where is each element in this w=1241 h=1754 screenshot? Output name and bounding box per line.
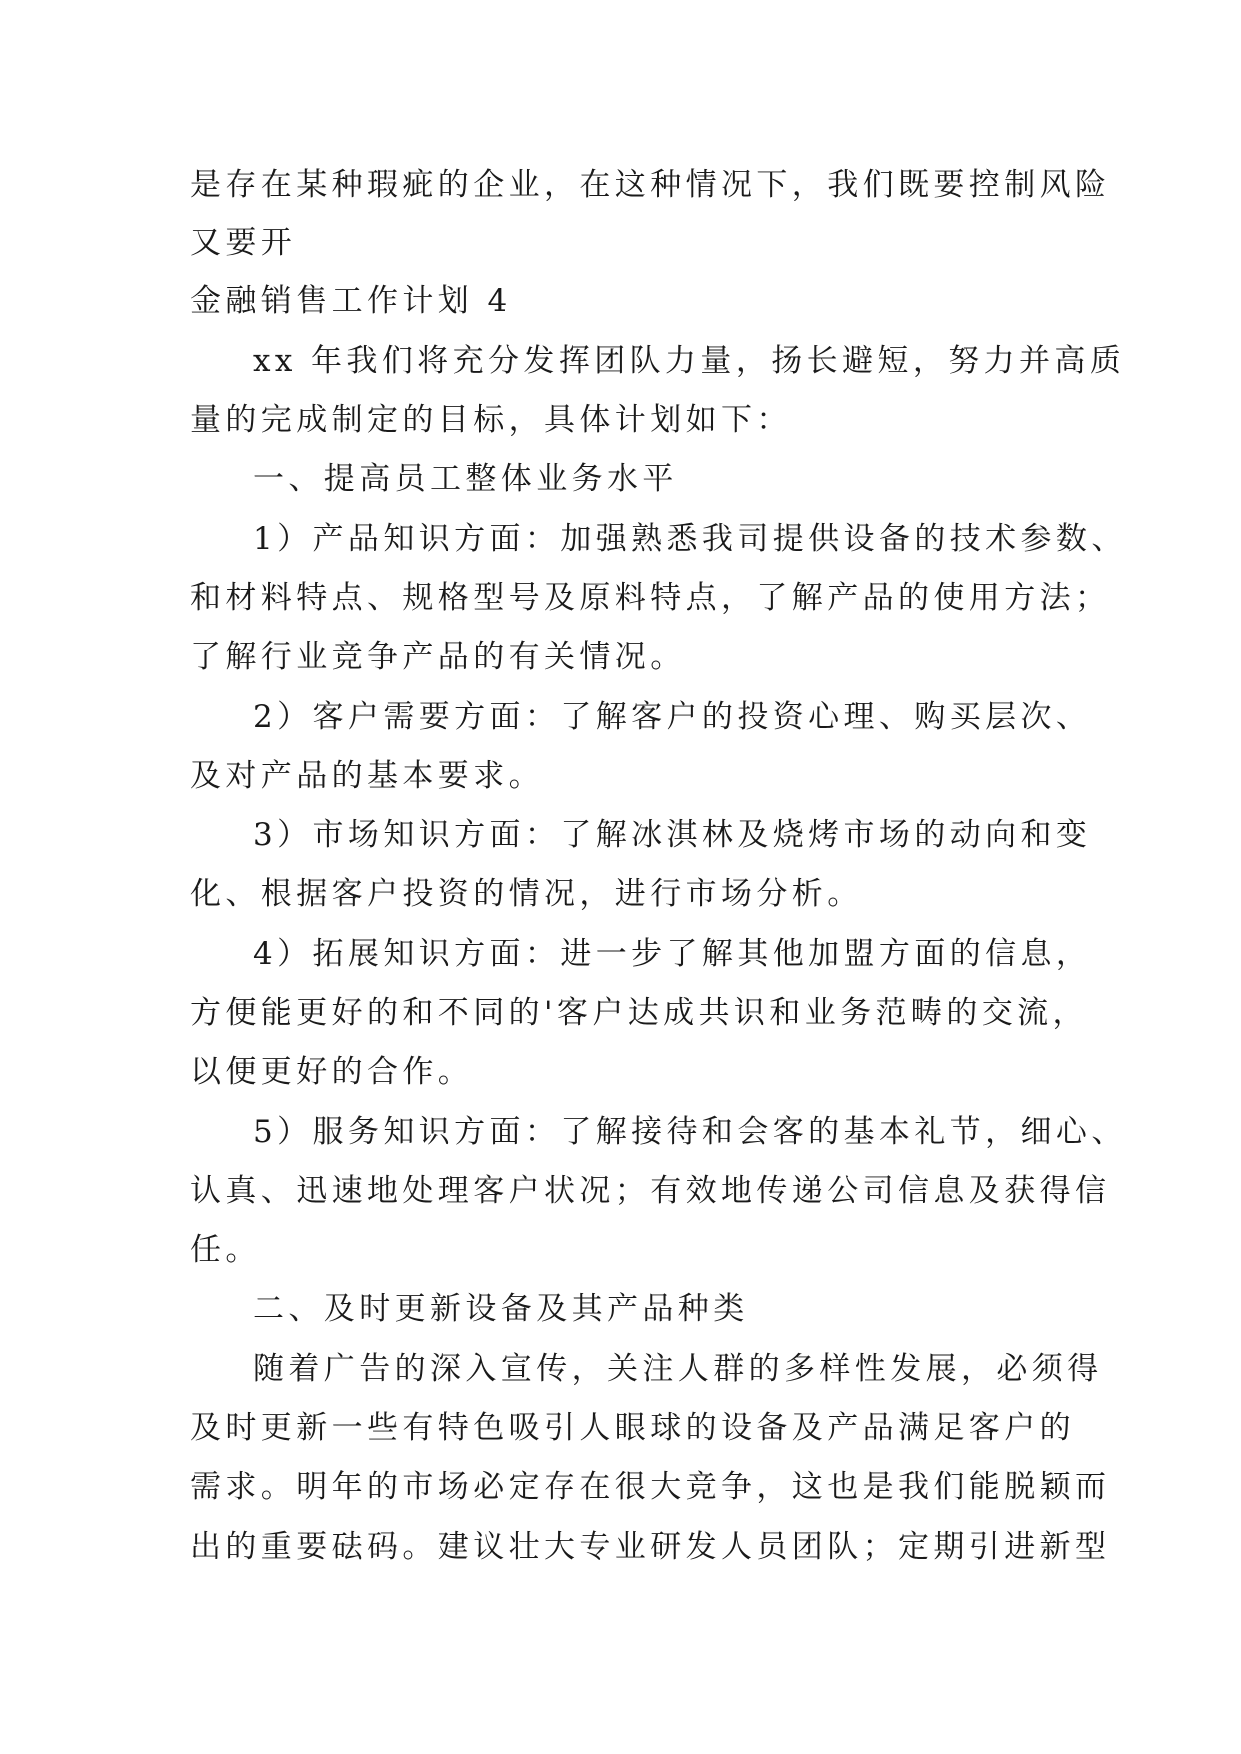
subheading: 二、及时更新设备及其产品种类 <box>253 1291 749 1327</box>
text-line: 任。 <box>190 1232 261 1268</box>
text-line: 需求。明年的市场必定存在很大竞争，这也是我们能脱颖而 <box>190 1469 1111 1505</box>
text-line: 化、根据客户投资的情况，进行市场分析。 <box>190 876 863 912</box>
section-heading: 金融销售工作计划 4 <box>190 283 512 319</box>
paragraph-first-line: 3）市场知识方面：了解冰淇林及烧烤市场的动向和变 <box>253 817 1092 853</box>
paragraph-first-line: 随着广告的深入宣传，关注人群的多样性发展，必须得 <box>253 1351 1103 1387</box>
paragraph-first-line: 5）服务知识方面：了解接待和会客的基本礼节，细心、 <box>253 1114 1127 1150</box>
paragraph-first-line: 4）拓展知识方面：进一步了解其他加盟方面的信息， <box>253 936 1092 972</box>
text-line: 认真、迅速地处理客户状况；有效地传递公司信息及获得信 <box>190 1173 1111 1209</box>
paragraph-first-line: 2）客户需要方面：了解客户的投资心理、购买层次、 <box>253 699 1092 735</box>
text-line: 出的重要砝码。建议壮大专业研发人员团队；定期引进新型 <box>190 1529 1111 1565</box>
text-line: 是存在某种瑕疵的企业，在这种情况下，我们既要控制风险 <box>190 167 1111 203</box>
text-line: 以便更好的合作。 <box>190 1054 474 1090</box>
text-line: 了解行业竞争产品的有关情况。 <box>190 639 686 675</box>
paragraph-first-line: xx 年我们将充分发挥团队力量，扬长避短，努力并高质 <box>253 343 1126 379</box>
text-line: 又要开 <box>190 225 297 261</box>
text-line: 量的完成制定的目标，具体计划如下： <box>190 402 792 438</box>
text-line: 及时更新一些有特色吸引人眼球的设备及产品满足客户的 <box>190 1410 1075 1446</box>
text-line: 和材料特点、规格型号及原料特点，了解产品的使用方法； <box>190 580 1111 616</box>
text-line: 方便能更好的和不同的'客户达成共识和业务范畴的交流， <box>190 995 1088 1031</box>
text-line: 及对产品的基本要求。 <box>190 758 544 794</box>
paragraph-first-line: 1）产品知识方面：加强熟悉我司提供设备的技术参数、 <box>253 521 1127 557</box>
subheading: 一、提高员工整体业务水平 <box>253 461 678 497</box>
